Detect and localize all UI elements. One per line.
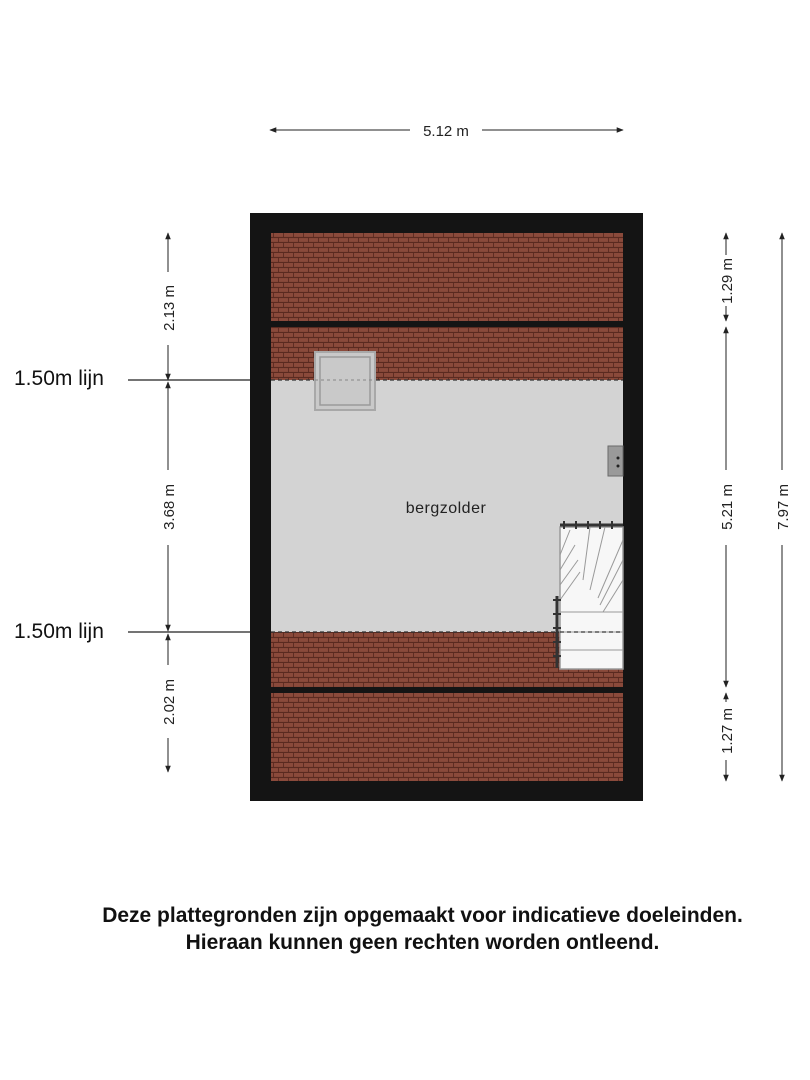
dimension-right-total [775,233,792,781]
dimension-width-label: 5.12 m [423,123,469,140]
dimension-right-middle [719,327,736,687]
roof-beam-top [271,321,623,327]
dimension-right-bottom [719,693,736,781]
dimension-right-top-label: 1.29 m [719,258,736,304]
dimension-right-bottom-label: 1.27 m [719,708,736,754]
room-label: bergzolder [405,500,487,517]
roof-top-upper [271,233,623,321]
dimension-left-middle [161,382,178,631]
height-line-upper-label: 1.50m lijn [14,367,104,390]
dimension-width [270,123,623,140]
wall-box-icon [608,446,623,476]
dimension-left-top-label: 2.13 m [161,285,178,331]
disclaimer [0,902,810,956]
dimension-left-middle-label: 3.68 m [161,484,178,530]
dimension-right-middle-label: 5.21 m [719,484,736,530]
dimension-right-top [719,233,736,321]
height-line-lower-label: 1.50m lijn [14,620,104,643]
dimension-left-bottom-label: 2.02 m [161,679,178,725]
staircase [553,521,623,669]
disclaimer-line-1: Deze plattegronden zijn opgemaakt voor indicatieve doeleinden. [102,904,743,927]
skylight-window [315,352,375,410]
roof-bottom-lower [271,693,623,781]
dimension-left-bottom [161,634,178,772]
roof-beam-bottom [271,687,623,693]
dimension-right-total-label: 7.97 m [775,484,792,530]
disclaimer-line-2: Hieraan kunnen geen rechten worden ontleend. [185,931,660,954]
dimension-left-top [161,233,178,380]
